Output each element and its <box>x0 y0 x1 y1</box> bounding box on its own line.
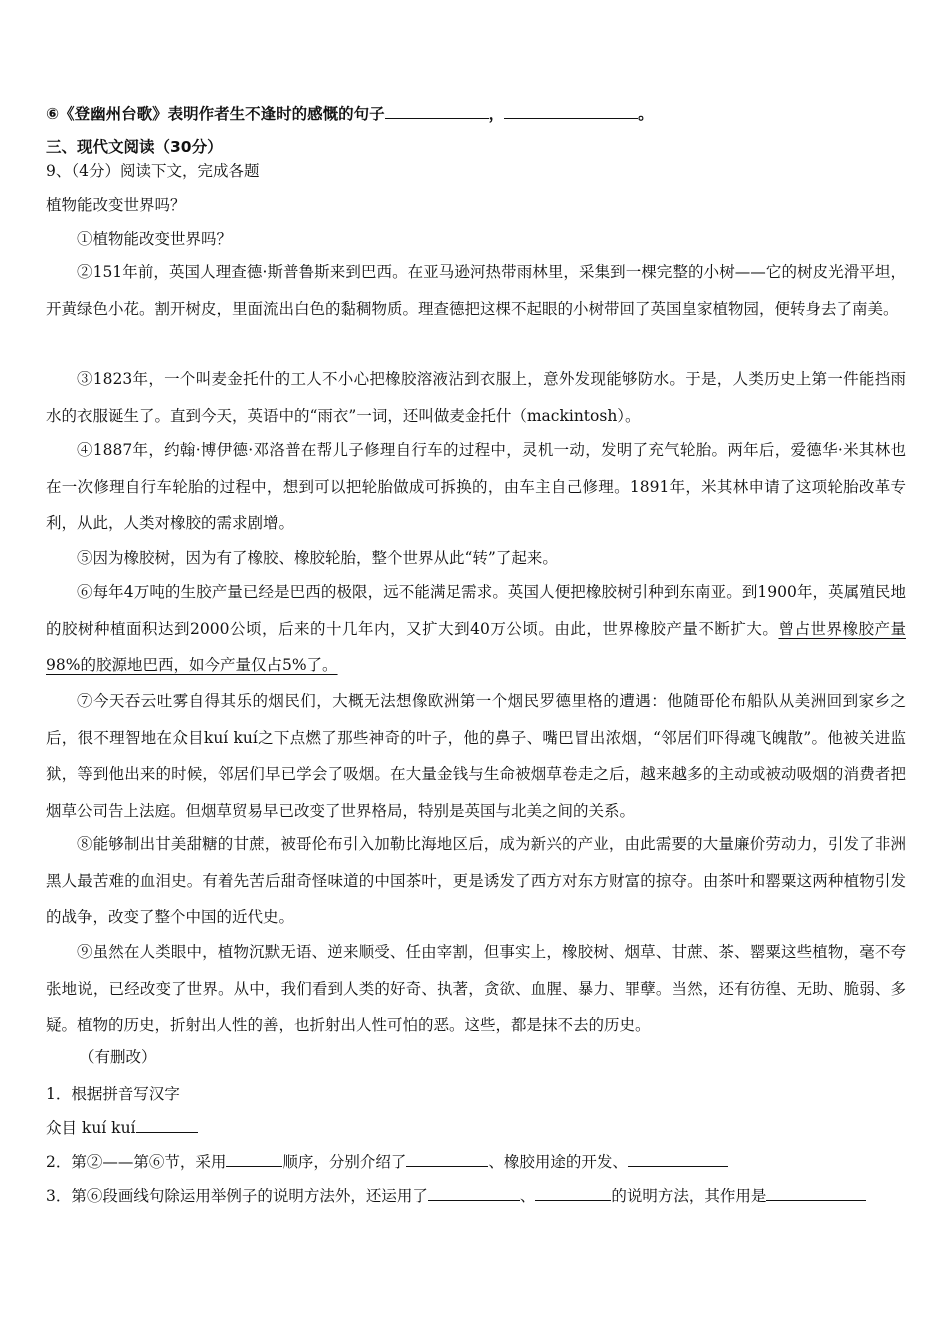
answer-blank[interactable] <box>385 104 489 119</box>
sub-question-3 <box>46 1185 866 1207</box>
answer-blank[interactable] <box>535 1186 611 1201</box>
paragraph-5: ⑤因为橡胶树，因为有了橡胶、橡胶轮胎，整个世界从此“转”了起来。 <box>77 549 558 567</box>
sub-question-2-part-c: 、橡胶用途的开发、 <box>488 1153 628 1171</box>
sub-question-3-part-a: 3．第⑥段画线句除运用举例子的说明方法外，还运用了 <box>46 1187 428 1205</box>
underlined-sentence: 曾占世界橡胶产量98%的胶源地巴西，如今产量仅占5%了。 <box>46 619 906 674</box>
paragraph-8: ⑧能够制出甘美甜糖的甘蔗，被哥伦布引入加勒比海地区后，成为新兴的产业，由此需要的大量廉价劳动力，引发了非洲黑人最苦难的血泪史。有着先苦后甜奇怪味道的中国茶叶，更是诱发了西方对东方财富的掠夺。由茶叶和罂粟这两种植物引发的战争，改变了整个中国的近代史。 <box>46 835 906 926</box>
paragraph-2: ②151年前，英国人理查德·斯普鲁斯来到巴西。在亚马逊河热带雨林里，采集到一棵完整的小树——它的树皮光滑平坦，开黄绿色小花。割开树皮，里面流出白色的黏稠物质。理查德把这棵不起眼的小树带回了英国皇家植物园，便转身去了南美。 <box>46 263 906 318</box>
sub-question-3-part-b: 、 <box>519 1187 536 1205</box>
paragraph-3: ③1823年，一个叫麦金托什的工人不小心把橡胶溶液沾到衣服上，意外发现能够防水。于是，人类历史上第一件能挡雨水的衣服诞生了。直到今天，英语中的“雨衣”一词，还叫做麦金托什（mackintosh）。 <box>46 370 906 425</box>
edit-note: （有删改） <box>79 1048 157 1066</box>
sub-question-2 <box>46 1151 728 1173</box>
passage-title: 植物能改变世界吗？ <box>46 196 186 214</box>
answer-blank[interactable] <box>428 1186 520 1201</box>
answer-blank[interactable] <box>766 1186 866 1201</box>
sub-question-3-part-c: 的说明方法，其作用是 <box>611 1187 767 1205</box>
sub-question-2-part-b: 顺序，分别介绍了 <box>282 1153 407 1171</box>
question-9-intro: 9、（4分）阅读下文，完成各题 <box>46 162 260 180</box>
paragraph-7: ⑦今天吞云吐雾自得其乐的烟民们，大概无法想像欧洲第一个烟民罗德里格的遭遇：他随哥伦布船队从美洲回到家乡之后，很不理智地在众目kuí kuí之下点燃了那些神奇的叶子，他的鼻子、嘴巴冒出浓烟，“邻居们吓得魂飞魄散”。他被关进监狱，等到他出来的时候，邻居们早已学会了吸烟。在大量金钱与生命被烟草卷走之后，越来越多的主动或被动吸烟的消费者把烟草公司告上法庭。但烟草贸易早已改变了世界格局，特别是英国与北美之间的关系。 <box>46 692 906 820</box>
answer-blank[interactable] <box>136 1118 198 1133</box>
question-6-line <box>46 103 654 125</box>
sub-question-2-part-a: 2．第②——第⑥节，采用 <box>46 1153 227 1171</box>
sub-question-1-label: 1．根据拼音写汉字 <box>46 1085 180 1103</box>
answer-blank[interactable] <box>628 1152 728 1167</box>
pinyin-prompt: 众目 kuí kuí <box>46 1119 136 1137</box>
question-6-text: ⑥《登幽州台歌》表明作者生不逢时的感慨的句子 <box>46 105 385 123</box>
paragraph-6-text: ⑥每年4万吨的生胶产量已经是巴西的极限，远不能满足需求。英国人便把橡胶树引种到东南亚。到1900年，英属殖民地的胶树种植面积达到2000公顷，后来的十几年内，又扩大到40万公顷。由此，世界橡胶产量不断扩大。 <box>46 583 906 638</box>
answer-blank[interactable] <box>226 1152 282 1167</box>
sub-question-1-item <box>46 1117 198 1139</box>
paragraph-4: ④1887年，约翰·博伊德·邓洛普在帮儿子修理自行车的过程中，灵机一动，发明了充气轮胎。两年后，爱德华·米其林也在一次修理自行车轮胎的过程中，想到可以把轮胎做成可拆换的，由车主自己修理。1891年，米其林申请了这项轮胎改革专利，从此，人类对橡胶的需求剧增。 <box>46 441 906 532</box>
paragraph-6 <box>46 574 906 684</box>
section-3-heading: 三、现代文阅读（30分） <box>46 138 223 156</box>
answer-blank[interactable] <box>406 1152 488 1167</box>
paragraph-9: ⑨虽然在人类眼中，植物沉默无语、逆来顺受、任由宰割，但事实上，橡胶树、烟草、甘蔗、茶、罂粟这些植物，毫不夸张地说，已经改变了世界。从中，我们看到人类的好奇、执著，贪欲、血腥、暴力、罪孽。当然，还有彷徨、无助、脆弱、多疑。植物的历史，折射出人性的善，也折射出人性可怕的恶。这些，都是抹不去的历史。 <box>46 943 906 1034</box>
paragraph-1: ①植物能改变世界吗？ <box>77 230 233 248</box>
period: 。 <box>638 105 654 123</box>
answer-blank[interactable] <box>504 104 638 119</box>
comma: ， <box>488 105 505 123</box>
